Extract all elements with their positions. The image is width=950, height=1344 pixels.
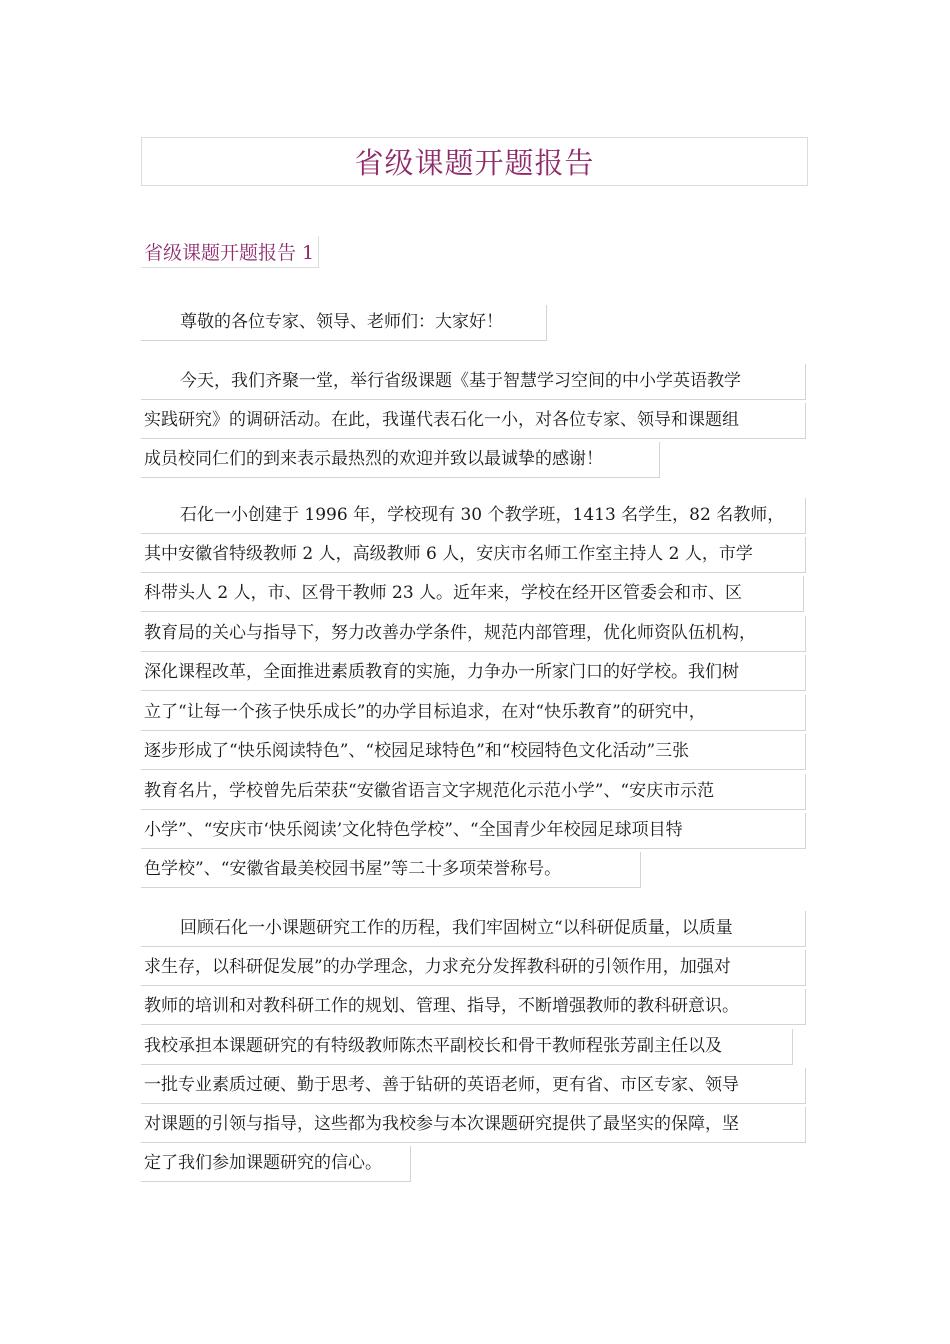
paragraph-line: 教育局的关心与指导下，努力改善办学条件，规范内部管理，优化师资队伍机构， xyxy=(141,616,806,652)
paragraph-line: 色学校”、“安徽省最美校园书屋”等二十多项荣誉称号。 xyxy=(141,852,641,888)
paragraph-line: 深化课程改革，全面推进素质教育的实施，力争办一所家门口的好学校。我们树 xyxy=(141,655,806,691)
paragraph-line: 求生存，以科研促发展”的办学理念，力求充分发挥教科研的引领作用，加强对 xyxy=(141,950,806,986)
paragraph-line: 我校承担本课题研究的有特级教师陈杰平副校长和骨干教师程张芳副主任以及 xyxy=(141,1029,793,1065)
paragraph-line: 实践研究》的调研活动。在此，我谨代表石化一小，对各位专家、领导和课题组 xyxy=(141,403,806,439)
paragraph-line: 定了我们参加课题研究的信心。 xyxy=(141,1146,411,1182)
document-title: 省级课题开题报告 xyxy=(354,146,595,180)
paragraph-line: 一批专业素质过硬、勤于思考、善于钻研的英语老师，更有省、市区专家、领导 xyxy=(141,1068,806,1104)
section-heading-frame xyxy=(141,236,319,268)
paragraph-line: 小学”、“安庆市‘快乐阅读’文化特色学校”、“全国青少年校园足球项目特 xyxy=(141,813,806,849)
paragraph-line: 尊敬的各位专家、领导、老师们：大家好！ xyxy=(141,305,547,341)
title-frame xyxy=(141,137,808,186)
paragraph-line: 对课题的引领与指导，这些都为我校参与本次课题研究提供了最坚实的保障，坚 xyxy=(141,1107,806,1143)
paragraph-line: 回顾石化一小课题研究工作的历程，我们牢固树立“以科研促质量，以质量 xyxy=(141,911,806,947)
paragraph-line: 其中安徽省特级教师 2 人，高级教师 6 人，安庆市名师工作室主持人 2 人，市学 xyxy=(141,537,806,573)
paragraph-line: 石化一小创建于 1996 年，学校现有 30 个教学班，1413 名学生，82 名教师， xyxy=(141,498,806,534)
paragraph-line: 教师的培训和对教科研工作的规划、管理、指导，不断增强教师的教科研意识。 xyxy=(141,989,806,1025)
paragraph-line: 科带头人 2 人，市、区骨干教师 23 人。近年来，学校在经开区管委会和市、区 xyxy=(141,576,804,612)
paragraph-line: 今天，我们齐聚一堂，举行省级课题《基于智慧学习空间的中小学英语教学 xyxy=(141,364,806,400)
section-heading: 省级课题开题报告 1 xyxy=(144,242,315,264)
paragraph-line: 成员校同仁们的到来表示最热烈的欢迎并致以最诚挚的感谢！ xyxy=(141,442,660,478)
paragraph-line: 立了“让每一个孩子快乐成长”的办学目标追求，在对“快乐教育”的研究中， xyxy=(141,695,806,731)
paragraph-line: 逐步形成了“快乐阅读特色”、“校园足球特色”和“校园特色文化活动”三张 xyxy=(141,734,806,770)
paragraph-line: 教育名片，学校曾先后荣获“安徽省语言文字规范化示范小学”、“安庆市示范 xyxy=(141,774,806,810)
